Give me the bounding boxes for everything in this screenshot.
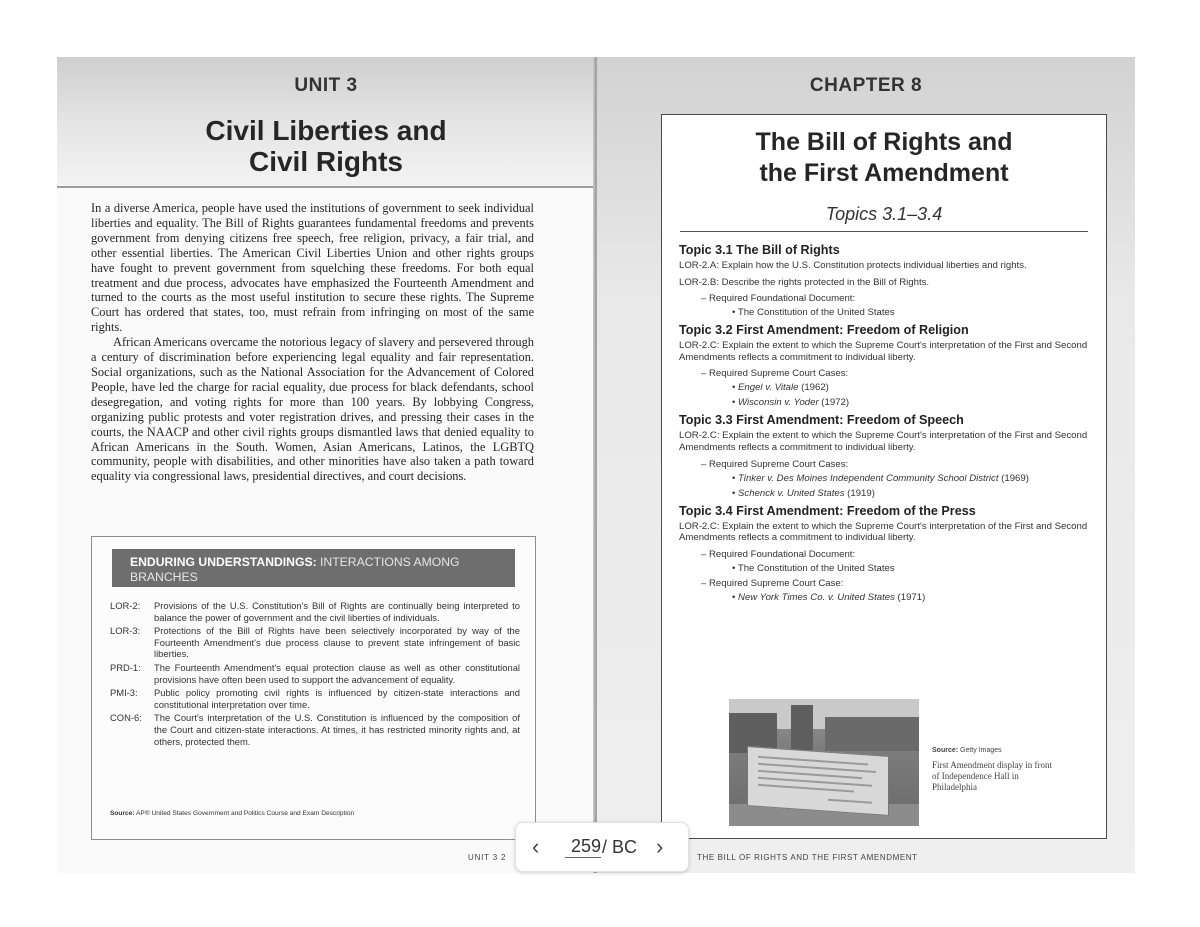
topic-heading: Topic 3.3 First Amendment: Freedom of Speech [679,413,964,428]
next-page-icon[interactable]: › [656,834,664,859]
eu-heading-rest: INTERACTIONS AMONG BRANCHES [130,555,460,584]
left-page-footer: UNIT 3 2 [468,853,507,862]
topic-heading: Topic 3.4 First Amendment: Freedom of the Press [679,503,976,518]
eu-item-text: Protections of the Bill of Rights have been selectively incorporated by way of the Fourteenth Amendment's due process clause to prevent state infringement of basic liberties. [154,625,520,660]
chapter-title-line-2: the First Amendment [759,159,1009,187]
eu-item-code: PMI-3: [110,687,138,699]
case-name: Tinker v. Des Moines Independent Community School District [738,472,999,484]
right-page-footer: THE BILL OF RIGHTS AND THE FIRST AMENDMENT [697,853,918,862]
first-amendment-plaque [747,746,889,816]
chapter-title [662,127,1106,189]
topic-section [679,322,1091,409]
case-name: Wisconsin v. Yoder [738,397,819,409]
case-name: Engel v. Vitale [738,382,799,394]
enduring-understandings-list [110,600,520,749]
chapter-opener-box [661,114,1107,839]
eu-item-text: Provisions of the U.S. Constitution's Bill of Rights are continually being interpreted to balance the power of government and the civil liberties of individuals. [154,600,520,623]
left-page [57,57,595,873]
eu-item-code: LOR-3: [110,625,141,637]
requirement-item: • New York Times Co. v. United States (1971) [732,591,926,603]
right-page [597,57,1135,873]
eu-source [110,810,354,817]
case-name: Schenck v. United States [738,487,845,499]
learning-objective: LOR-2.C: Explain the extent to which the Supreme Court's interpretation of the First and Second Amendments reflects a commitment to individual liberty. [679,430,1088,453]
requirement-detail: (1969) [998,472,1029,484]
requirement-item: • The Constitution of the United States [732,562,895,574]
requirement-label: – Required Supreme Court Cases: [701,458,849,470]
requirement-label: – Required Foundational Document: [701,548,856,560]
requirement-detail: (1962) [798,382,829,394]
topics-list [679,242,1091,607]
requirement-detail: The Constitution of the United States [737,562,895,574]
photo-source-label: Source: [932,747,959,754]
eu-source-label: Source: [110,810,135,817]
enduring-understandings-heading [112,549,515,587]
eu-heading-bold: ENDURING UNDERSTANDINGS: [130,555,317,569]
requirement-item: • The Constitution of the United States [732,307,895,319]
photo-caption: First Amendment display in front of Independence Hall in Philadelphia [932,760,1052,792]
first-amendment-photo [729,699,919,826]
topic-section [679,242,1091,319]
page-number-input[interactable] [565,836,601,858]
eu-item-code: PRD-1: [110,661,141,673]
chapter-label: CHAPTER 8 [809,75,923,96]
learning-objective: LOR-2.C: Explain the extent to which the Supreme Court's interpretation of the First and Second Amendments reflects a commitment to individual liberty. [679,340,1088,363]
eu-item-text: The Court's interpretation of the U.S. Constitution is influenced by the composition of the Court and citizen-state interactions. At times, it has restricted minority rights and, at others, protected them. [154,712,520,747]
chapter-divider [680,231,1088,232]
eu-item [110,625,520,660]
page-total: / BC [602,837,638,857]
unit-label: UNIT 3 [294,75,358,96]
topic-section [679,412,1091,499]
eu-item-code: CON-6: [110,712,142,724]
eu-item [110,662,520,685]
requirement-item: • Schenck v. United States (1919) [732,487,875,499]
chapter-title-line-1: The Bill of Rights and [755,128,1013,156]
learning-objective: LOR-2.A: Explain how the U.S. Constitution protects individual liberties and rights. [679,260,1027,271]
requirement-item: • Engel v. Vitale (1962) [732,382,829,394]
unit-introduction [91,201,534,484]
requirement-detail: The Constitution of the United States [737,307,895,319]
previous-page-icon[interactable]: ‹ [532,834,540,859]
requirement-detail: (1919) [844,487,875,499]
requirement-detail: (1971) [894,591,926,603]
book-spread [57,57,1135,873]
banner-divider [57,186,595,188]
requirement-detail: (1972) [818,397,850,409]
requirement-label: – Required Foundational Document: [701,293,856,305]
enduring-understandings-box [91,536,536,840]
eu-item [110,687,520,710]
requirement-item: • Wisconsin v. Yoder (1972) [732,397,850,409]
learning-objective: LOR-2.B: Describe the rights protected in the Bill of Rights. [679,276,930,288]
topic-section [679,503,1091,604]
unit-title [57,115,595,177]
topics-range: Topics 3.1–3.4 [825,204,943,224]
intro-paragraph-1: In a diverse America, people have used the institutions of government to seek individual liberties and equality. The Bill of Rights guarantees fundamental freedoms and prevents government from denying citizens free speech, free religion, privacy, a fair trial, and other essential liberties. The American Civil Liberties Union and other rights groups have fought to prevent government from squelching these freedoms. For both equal treatment and due process, advocates have emphasized the Fourteenth Amendment and turned to the courts as the most useful institution to secure these rights. The Supreme Court has ordered that states, too, must refrain from infringing on most of the same rights. [91,201,534,335]
topic-heading: Topic 3.2 First Amendment: Freedom of Religion [679,323,969,338]
eu-source-text: AP® United States Government and Politics Course and Exam Description [136,810,355,817]
topic-heading: Topic 3.1 The Bill of Rights [679,243,840,257]
unit-title-line-2: Civil Rights [248,146,403,177]
unit-title-line-1: Civil Liberties and [205,115,447,146]
requirement-item: • Tinker v. Des Moines Independent Community School District (1969) [732,472,1029,484]
intro-paragraph-2: African Americans overcame the notorious legacy of slavery and persevered through a century of discrimination before experiencing legal equality and fair representation. Social organizations, such as the National Association for the Advancement of Colored People, have led the charge for racial equality, due process for black defendants, school desegregation, and voting rights for more than 100 years. By lobbying Congress, organizing public protests and voter registration drives, and pressing their cases in the courts, the NAACP and other civil rights groups dismantled laws that denied equality to African Americans in the South. Women, Asian Americans, Latinos, the LGBTQ community, people with disabilities, and other minorities have also taken a path toward equality via congressional laws, presidential directives, and court decisions. [91,335,534,484]
eu-item [110,600,520,623]
eu-item-text: Public policy promoting civil rights is influenced by citizen-state interactions and constitutional interpretation over time. [154,687,520,710]
photo-source-text: Getty Images [960,747,1002,754]
eu-item-text: The Fourteenth Amendment's equal protection clause as well as other constitutional provisions have often been used to support the advancement of equality. [154,661,520,685]
requirement-label: – Required Supreme Court Cases: [701,368,849,380]
learning-objective: LOR-2.C: Explain the extent to which the Supreme Court's interpretation of the First and Second Amendments reflects a commitment to individual liberty. [679,520,1088,544]
requirement-label: – Required Supreme Court Case: [701,577,844,589]
eu-item [110,712,520,747]
page-navigator [515,822,689,872]
case-name: New York Times Co. v. United States [738,591,895,603]
eu-item-code: LOR-2: [110,600,141,611]
photo-source [932,747,1002,754]
